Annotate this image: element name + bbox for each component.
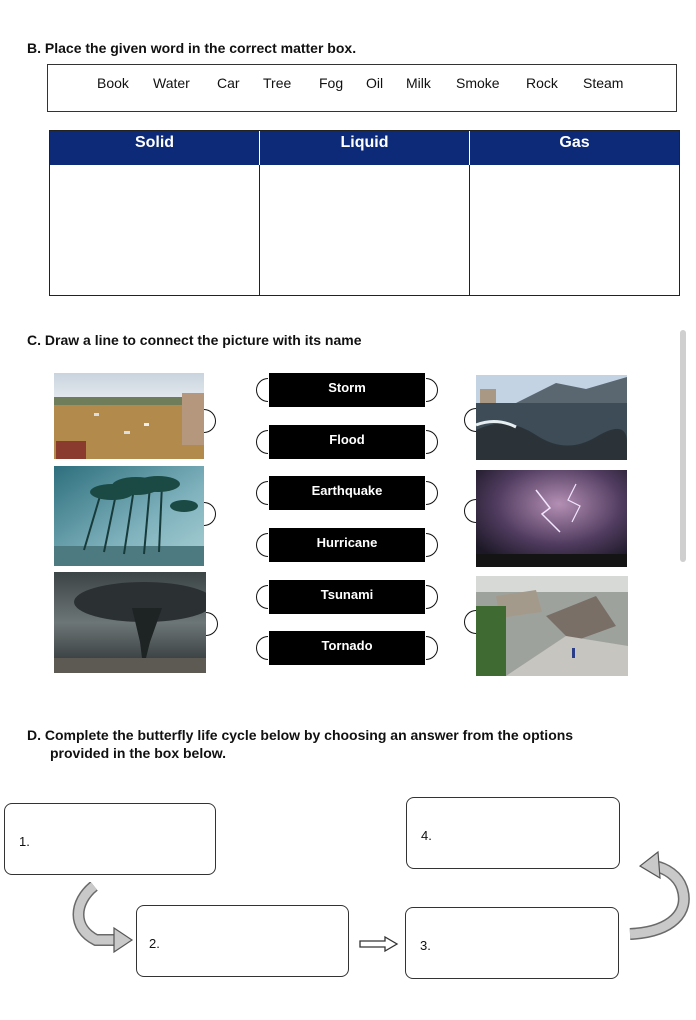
word-item: Oil (366, 75, 384, 91)
connector-dot[interactable] (256, 481, 268, 505)
liquid-answer-cell[interactable] (260, 165, 470, 295)
word-item: Book (97, 75, 129, 91)
right-arrow-icon (359, 935, 399, 953)
solid-answer-cell[interactable] (50, 165, 260, 295)
connector-dot[interactable] (464, 610, 476, 634)
section-b-title: B. Place the given word in the correct matter box. (27, 40, 357, 56)
connector-dot[interactable] (426, 481, 438, 505)
connector-dot[interactable] (426, 378, 438, 402)
stage-4-box[interactable] (406, 797, 620, 869)
label-earthquake: Earthquake (269, 476, 425, 510)
stage-1-box[interactable] (4, 803, 216, 875)
connector-dot[interactable] (256, 533, 268, 557)
connector-dot[interactable] (206, 612, 218, 636)
connector-dot[interactable] (256, 430, 268, 454)
word-bank (47, 64, 677, 112)
word-item: Car (217, 75, 240, 91)
stage-number: 1. (19, 834, 30, 849)
section-d-title-line1: D. Complete the butterfly life cycle below by choosing an answer from the options (27, 727, 574, 743)
word-item: Fog (319, 75, 344, 91)
word-item: Milk (406, 75, 431, 91)
label-tsunami: Tsunami (269, 580, 425, 614)
connector-dot[interactable] (256, 636, 268, 660)
section-c-title: C. Draw a line to connect the picture with its name (27, 332, 362, 348)
word-item: Tree (263, 75, 292, 91)
flood-picture (54, 373, 204, 459)
connector-dot[interactable] (426, 533, 438, 557)
stage-2-box[interactable] (136, 905, 349, 977)
label-storm: Storm (269, 373, 425, 407)
word-item: Steam (583, 75, 624, 91)
earthquake-picture (476, 576, 628, 676)
label-hurricane: Hurricane (269, 528, 425, 562)
curved-arrow-icon (66, 882, 136, 956)
tsunami-picture (476, 375, 627, 460)
word-item: Water (153, 75, 190, 91)
tornado-picture (54, 572, 206, 673)
connector-dot[interactable] (256, 585, 268, 609)
stage-number: 2. (149, 936, 160, 951)
gas-answer-cell[interactable] (470, 165, 679, 295)
stage-number: 4. (421, 828, 432, 843)
matter-table (49, 130, 680, 296)
connector-dot[interactable] (426, 636, 438, 660)
connector-dot[interactable] (426, 585, 438, 609)
stage-number: 3. (420, 938, 431, 953)
section-d-title-line2: provided in the box below. (50, 745, 227, 761)
connector-dot[interactable] (464, 499, 476, 523)
storm-picture (476, 470, 627, 567)
solid-header: Solid (50, 131, 260, 165)
word-item: Smoke (456, 75, 500, 91)
connector-dot[interactable] (464, 408, 476, 432)
connector-dot[interactable] (256, 378, 268, 402)
gas-header: Gas (470, 131, 679, 165)
hurricane-picture (54, 466, 204, 566)
scrollbar[interactable] (680, 330, 686, 562)
connector-dot[interactable] (426, 430, 438, 454)
label-tornado: Tornado (269, 631, 425, 665)
connector-dot[interactable] (204, 409, 216, 433)
connector-dot[interactable] (204, 502, 216, 526)
label-flood: Flood (269, 425, 425, 459)
word-item: Rock (526, 75, 558, 91)
liquid-header: Liquid (260, 131, 470, 165)
stage-3-box[interactable] (405, 907, 619, 979)
curved-arrow-icon (626, 848, 692, 944)
